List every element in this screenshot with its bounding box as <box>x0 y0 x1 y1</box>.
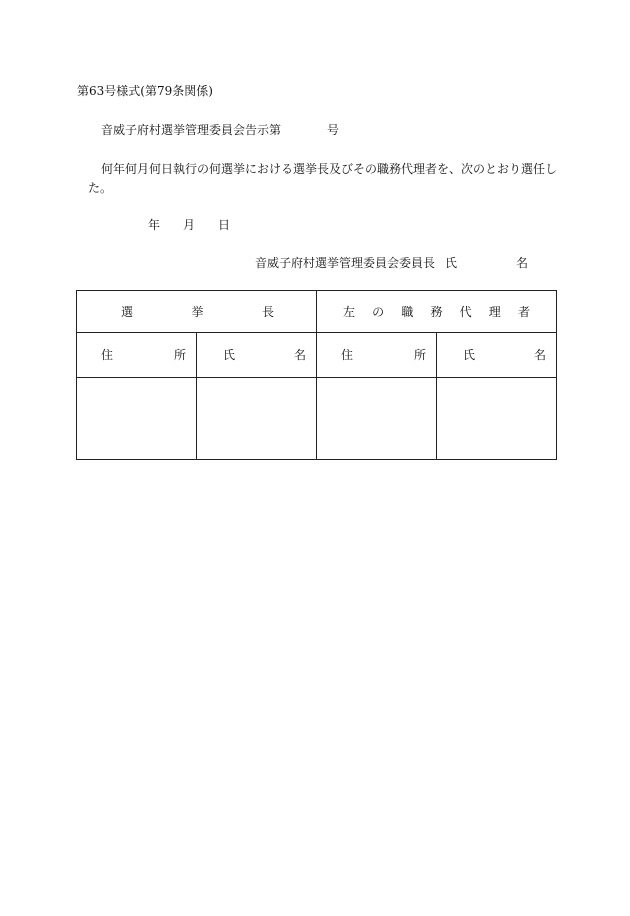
header-char: 長 <box>262 305 275 320</box>
header-char: 者 <box>517 305 530 320</box>
header-char: 所 <box>414 348 427 363</box>
body-text-line-2: た。 <box>88 181 113 195</box>
chief-address-header <box>77 333 197 377</box>
signatory-given-name-label: 名 <box>516 256 529 270</box>
body-text-line-1: 何年何月何日執行の何選挙における選挙長及びその職務代理者を、次のとおり選任し <box>101 162 558 176</box>
header-char: 所 <box>173 348 186 363</box>
header-deputy <box>317 291 557 333</box>
notice-number-prefix: 音威子府村選挙管理委員会告示第 <box>101 123 282 137</box>
signatory-surname-label: 氏 <box>445 256 458 270</box>
header-election-chief <box>77 291 317 333</box>
header-char: 名 <box>294 348 307 363</box>
header-char: 職 <box>401 305 414 320</box>
deputy-address-cell <box>317 377 437 460</box>
header-char: 代 <box>459 305 472 320</box>
table-subheader-row <box>77 333 557 377</box>
chief-address-cell <box>77 377 197 460</box>
deputy-name-cell <box>437 377 557 460</box>
appointment-table <box>76 290 557 460</box>
table-row <box>77 377 557 460</box>
form-number: 第63号様式(第79条関係) <box>77 84 213 98</box>
date-year-label: 年 <box>148 218 161 232</box>
deputy-name-header <box>437 333 557 377</box>
header-char: 左 <box>343 305 356 320</box>
header-char: 選 <box>121 305 134 320</box>
signatory-title: 音威子府村選挙管理委員会委員長 <box>255 256 436 270</box>
header-char: の <box>372 305 385 320</box>
header-char: 住 <box>101 348 114 363</box>
header-char: 氏 <box>463 348 476 363</box>
header-char: 理 <box>488 305 501 320</box>
header-char: 名 <box>534 348 547 363</box>
deputy-address-header <box>317 333 437 377</box>
date-day-label: 日 <box>218 218 231 232</box>
chief-name-header <box>197 333 317 377</box>
notice-number-suffix: 号 <box>327 123 340 137</box>
header-char: 氏 <box>223 348 236 363</box>
date-month-label: 月 <box>183 218 196 232</box>
header-char: 挙 <box>191 305 204 320</box>
header-char: 住 <box>341 348 354 363</box>
table-header-row <box>77 291 557 333</box>
header-char: 務 <box>430 305 443 320</box>
chief-name-cell <box>197 377 317 460</box>
